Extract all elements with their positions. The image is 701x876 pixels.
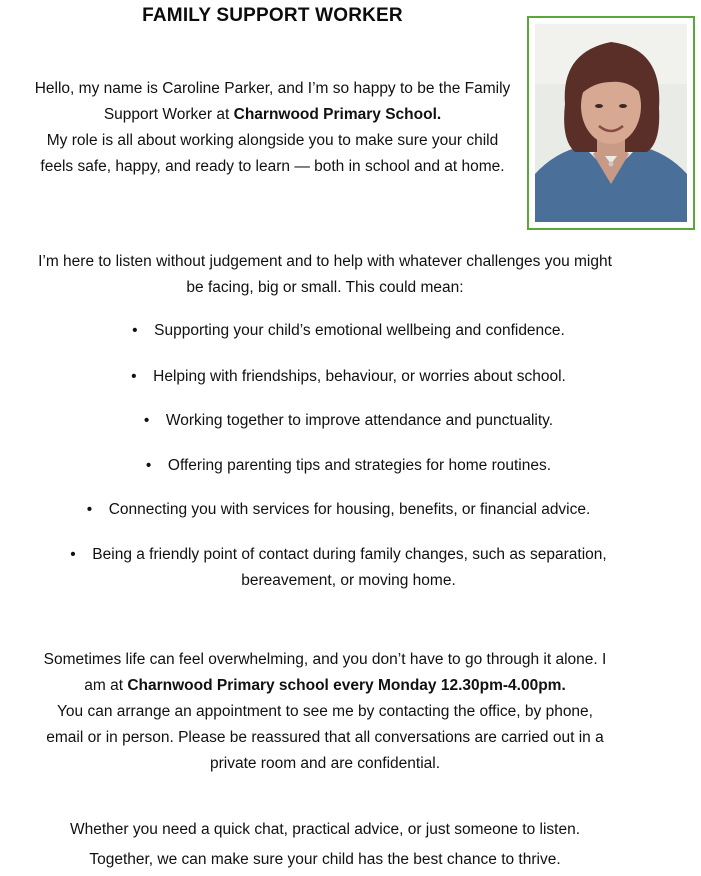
bullet-icon: • — [132, 322, 138, 339]
list-item — [0, 542, 689, 568]
list-item-continuation: bereavement, or moving home. — [241, 572, 456, 589]
listen-line-1: I’m here to listen without judgement and to help with whatever challenges you might — [38, 253, 612, 270]
schedule-paragraph — [0, 647, 650, 777]
bullet-text: Offering parenting tips and strategies for home routines. — [167, 457, 552, 474]
bullet-text: Helping with friendships, behaviour, or worries about school. — [153, 368, 566, 385]
intro-line-4: feels safe, happy, and ready to learn — both in school and at home. — [40, 158, 505, 175]
bullet-icon: • — [70, 546, 76, 563]
closing-line-2: Together, we can make sure your child has the best chance to thrive. — [89, 851, 561, 868]
intro-line-2-text: Support Worker at — [103, 106, 234, 123]
bullet-icon: • — [131, 368, 137, 385]
intro-line-2 — [0, 102, 545, 128]
schedule-line-5: private room and are confidential. — [209, 755, 441, 772]
schedule-line-4: email or in person. Please be reassured that all conversations are carried out in a — [46, 729, 604, 746]
bullet-text: Being a friendly point of contact during family changes, such as separation, — [92, 546, 607, 563]
list-item — [0, 364, 699, 390]
bullet-text: Working together to improve attendance and punctuality. — [165, 412, 554, 429]
bullet-icon: • — [86, 501, 93, 518]
bullet-icon: • — [145, 457, 152, 474]
listen-paragraph — [0, 249, 650, 301]
schedule-line-3: You can arrange an appointment to see me by contacting the office, by phone, — [57, 703, 593, 720]
intro-line-3: My role is all about working alongside you to make sure your child — [46, 132, 499, 149]
staff-photo — [527, 16, 695, 230]
portrait-image — [535, 24, 687, 222]
bullet-icon: • — [143, 412, 150, 429]
list-item — [0, 408, 699, 434]
schedule-line-2-text: am at — [84, 677, 128, 694]
intro-paragraph — [0, 76, 545, 180]
schedule-line-1: Sometimes life can feel overwhelming, and you don’t have to go through it alone. I — [43, 651, 607, 668]
bullet-text: Connecting you with services for housing, benefits, or financial advice. — [108, 501, 591, 518]
list-item — [0, 318, 699, 344]
list-item — [0, 453, 699, 479]
intro-line-1: Hello, my name is Caroline Parker, and I’m so happy to be the Family — [34, 80, 511, 97]
page-title: FAMILY SUPPORT WORKER — [142, 5, 403, 26]
list-item — [0, 497, 689, 523]
school-name: Charnwood Primary School. — [233, 106, 442, 123]
schedule-line-2 — [0, 673, 650, 699]
closing-paragraph — [0, 815, 650, 875]
listen-line-2: be facing, big or small. This could mean: — [186, 279, 464, 296]
bullet-text: Supporting your child’s emotional wellbeing and confidence. — [154, 322, 565, 339]
schedule-times: Charnwood Primary school every Monday 12.30pm-4.00pm. — [127, 677, 566, 694]
closing-line-1: Whether you need a quick chat, practical advice, or just someone to listen. — [69, 821, 581, 838]
